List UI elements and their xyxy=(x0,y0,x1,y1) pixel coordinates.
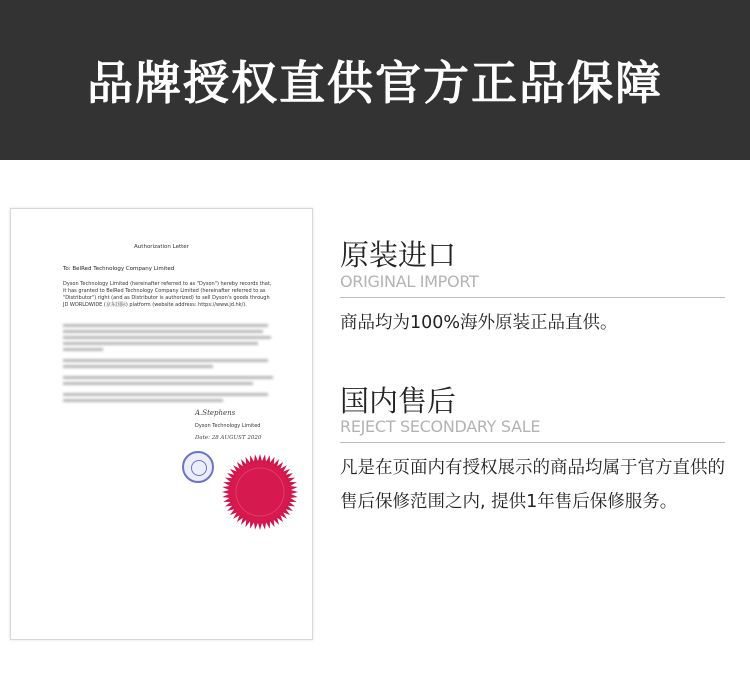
divider xyxy=(340,297,725,298)
section-subtitle-import: ORIGINAL IMPORT xyxy=(340,272,479,291)
section-text-aftersale: 凡是在页面内有授权展示的商品均属于官方直供的售后保修范围之内, 提供1年售后保修服务。 xyxy=(340,458,725,512)
blurred-line xyxy=(63,330,263,333)
header-banner xyxy=(0,0,750,160)
authorization-letter-image xyxy=(10,208,313,640)
blurred-line xyxy=(63,342,258,345)
blurred-line xyxy=(63,382,253,385)
letter-body: Dyson Technology Limited (hereinafter referred to as "Dyson") hereby records that, it has granted to BelRed Technology Company Limited (hereinafter referred to as "Distributor") right (and as Distributor is authorized) to sell Dyson's goods through JD WORLDWIDE (京东国际) platform (website address: https://www.jd.hk/). xyxy=(63,281,272,308)
section-text-import: 商品均为100%海外原装正品直供。 xyxy=(340,313,618,333)
page-title: 品牌授权直供官方正品保障 xyxy=(87,56,663,110)
blurred-line xyxy=(63,348,103,351)
section-subtitle-aftersale: REJECT SECONDARY SALE xyxy=(340,417,541,436)
section-title-aftersale: 国内售后 xyxy=(340,384,457,418)
blurred-line xyxy=(63,336,271,339)
red-seal-icon xyxy=(221,453,299,531)
blurred-line xyxy=(63,399,223,402)
letter-date: Date: 28 AUGUST 2020 xyxy=(195,435,262,441)
divider xyxy=(340,442,725,443)
blurred-line xyxy=(63,324,268,327)
blurred-line xyxy=(63,393,268,396)
blue-stamp-icon xyxy=(182,451,214,483)
letter-recipient: To: BelRed Technology Company Limited xyxy=(63,266,175,272)
signatory-company: Dyson Technology Limited xyxy=(195,423,261,429)
section-title-import: 原装进口 xyxy=(340,238,457,272)
signature: A.Stephens xyxy=(195,409,236,417)
blurred-line xyxy=(63,365,213,368)
blurred-line xyxy=(63,376,273,379)
blurred-line xyxy=(63,359,268,362)
letter-title: Authorization Letter xyxy=(134,244,189,250)
